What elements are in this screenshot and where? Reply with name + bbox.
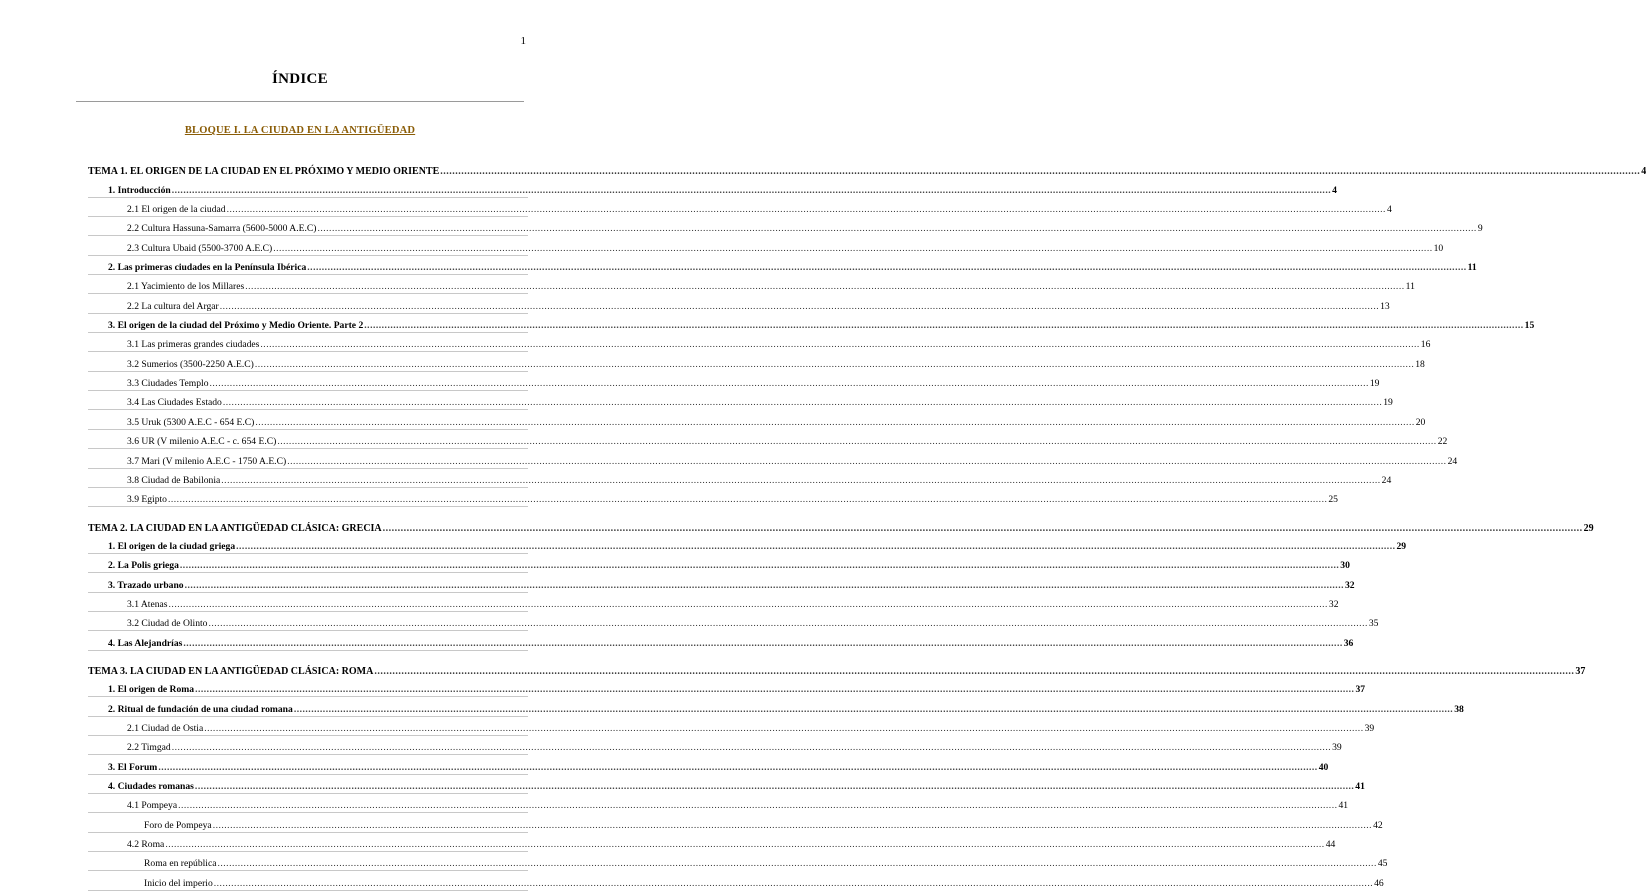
toc-leader-dots: ................................................................................................................................................................................................................................................................................................................................................................................................................	[374, 665, 1575, 677]
toc-entry-label: 3.5 Uruk (5300 A.E.C - 654 E.C)	[127, 416, 255, 428]
toc-entry-page: 4	[1641, 166, 1646, 178]
toc-leader-dots: ................................................................................................................................................................................................................................................................................................................................................................................................................	[184, 579, 1344, 591]
toc-leader-dots: ................................................................................................................................................................................................................................................................................................................................................................................................................	[277, 436, 1437, 448]
toc-entry-page: 24	[1381, 474, 1392, 486]
page-title: ÍNDICE	[272, 71, 328, 87]
toc-leader-dots: ................................................................................................................................................................................................................................................................................................................................................................................................................	[440, 166, 1641, 178]
toc-leader-dots: ................................................................................................................................................................................................................................................................................................................................................................................................................	[212, 819, 1373, 831]
toc-entry[interactable]	[88, 813, 1383, 832]
toc-entry-label: 3.2 Sumerios (3500-2250 A.E.C)	[127, 358, 254, 370]
toc-leader-dots: ................................................................................................................................................................................................................................................................................................................................................................................................................	[221, 474, 1381, 486]
toc-entry-page: 32	[1344, 579, 1355, 591]
toc-entry-page: 37	[1575, 665, 1586, 677]
toc-leader-dots: ................................................................................................................................................................................................................................................................................................................................................................................................................	[178, 800, 1338, 812]
toc-entry-label: 3. El origen de la ciudad del Próximo y Medio Oriente. Parte 2	[108, 320, 364, 332]
toc-entry[interactable]	[88, 256, 1477, 275]
toc-entry-page: 41	[1355, 781, 1365, 792]
title-divider	[76, 101, 524, 102]
toc-leader-dots: ................................................................................................................................................................................................................................................................................................................................................................................................................	[226, 204, 1386, 216]
toc-leader-dots: ................................................................................................................................................................................................................................................................................................................................................................................................................	[317, 223, 1477, 235]
toc-entry[interactable]	[88, 833, 1336, 852]
toc-entry[interactable]	[88, 275, 1415, 294]
toc-entry[interactable]	[88, 198, 1392, 217]
toc-entry-label: 2.1 El origen de la ciudad	[127, 204, 226, 216]
toc-leader-dots: ................................................................................................................................................................................................................................................................................................................................................................................................................	[183, 637, 1343, 649]
toc-entry[interactable]	[88, 294, 1390, 313]
toc-entry-label: 1. El origen de Roma	[108, 684, 195, 696]
toc-entry[interactable]	[88, 697, 1464, 716]
toc-entry-page: 20	[1415, 416, 1426, 428]
toc-leader-dots: ................................................................................................................................................................................................................................................................................................................................................................................................................	[208, 618, 1368, 630]
toc-entry-page: 35	[1368, 618, 1379, 630]
toc-leader-dots: ................................................................................................................................................................................................................................................................................................................................................................................................................	[195, 684, 1355, 696]
toc-entry-label: 4. Ciudades romanas	[108, 781, 194, 792]
toc-entry-page: 19	[1369, 378, 1380, 390]
toc-entry-label: 4. Las Alejandrías	[108, 637, 183, 649]
toc-entry[interactable]	[88, 736, 1342, 755]
toc-entry-label: Inicio del imperio	[144, 877, 213, 889]
toc-leader-dots: ................................................................................................................................................................................................................................................................................................................................................................................................................	[219, 300, 1380, 312]
toc-leader-dots: ................................................................................................................................................................................................................................................................................................................................................................................................................	[255, 416, 1415, 428]
toc-entry[interactable]	[88, 573, 1355, 592]
toc-leader-dots: ................................................................................................................................................................................................................................................................................................................................................................................................................	[209, 378, 1369, 390]
toc-entry-label: 3.1 Las primeras grandes ciudades	[127, 339, 260, 351]
toc-leader-dots: ................................................................................................................................................................................................................................................................................................................................................................................................................	[273, 242, 1433, 254]
toc-entry-page: 41	[1338, 800, 1349, 812]
toc-entry-page: 39	[1332, 742, 1342, 754]
toc-entry-label: 3.4 Las Ciudades Estado	[127, 397, 222, 409]
toc-entry-label: 1. Introducción	[108, 184, 171, 196]
toc-entry[interactable]	[88, 852, 1388, 871]
toc-entry-label: 3. Trazado urbano	[108, 579, 184, 591]
toc-entry-label: Roma en república	[144, 858, 217, 870]
toc-entry-label: 3.1 Atenas	[127, 598, 168, 610]
toc-leader-dots: ................................................................................................................................................................................................................................................................................................................................................................................................................	[254, 358, 1415, 370]
section-gap	[88, 507, 528, 516]
toc-leader-dots: ................................................................................................................................................................................................................................................................................................................................................................................................................	[236, 540, 1396, 552]
toc-entry-label: 3.8 Ciudad de Babilonia	[127, 474, 221, 486]
toc-entry-page: 36	[1343, 637, 1354, 649]
toc-entry-page: 11	[1467, 262, 1477, 274]
toc-entry[interactable]	[88, 488, 1338, 507]
toc-entry-page: 4	[1332, 184, 1337, 196]
toc-entry-label: 4.1 Pompeya	[127, 800, 178, 812]
toc-entry-page: 32	[1328, 598, 1339, 610]
toc-entry[interactable]	[88, 535, 1407, 554]
toc-leader-dots: ................................................................................................................................................................................................................................................................................................................................................................................................................	[293, 703, 1454, 715]
toc-leader-dots: ................................................................................................................................................................................................................................................................................................................................................................................................................	[204, 722, 1364, 734]
toc-entry-label: 2.2 Cultura Hassuna-Samarra (5600-5000 A.E.C)	[127, 223, 317, 235]
toc-entry[interactable]	[88, 775, 1365, 794]
toc-entry-label: 4.2 Roma	[127, 839, 165, 851]
toc-entry-label: 2. La Polis griega	[108, 560, 179, 572]
toc-entry[interactable]	[88, 871, 1384, 890]
toc-entry-page: 22	[1437, 436, 1448, 448]
toc-entry-label: 2.2 La cultura del Argar	[127, 300, 219, 312]
toc-entry-label: TEMA 3. LA CIUDAD EN LA ANTIGÜEDAD CLÁSICA: ROMA	[88, 665, 374, 677]
table-of-contents	[88, 160, 1646, 891]
toc-entry-page: 29	[1396, 540, 1407, 552]
toc-leader-dots: ................................................................................................................................................................................................................................................................................................................................................................................................................	[194, 781, 1355, 792]
toc-entry-page: 42	[1373, 819, 1383, 831]
toc-leader-dots: ................................................................................................................................................................................................................................................................................................................................................................................................................	[382, 522, 1583, 534]
toc-entry[interactable]	[88, 410, 1426, 429]
toc-entry[interactable]	[88, 430, 1448, 449]
toc-leader-dots: ................................................................................................................................................................................................................................................................................................................................................................................................................	[167, 494, 1328, 506]
toc-chapter-entry[interactable]	[88, 160, 1646, 178]
toc-entry[interactable]	[88, 178, 1337, 197]
toc-entry[interactable]	[88, 391, 1393, 410]
toc-entry-page: 9	[1477, 223, 1483, 235]
toc-entry-label: 2. Las primeras ciudades en la Península Ibérica	[108, 262, 307, 274]
toc-entry-page: 39	[1364, 722, 1375, 734]
toc-entry-label: Foro de Pompeya	[144, 819, 212, 831]
toc-entry[interactable]	[88, 314, 1535, 333]
toc-entry-page: 13	[1380, 300, 1390, 312]
page-number: 1	[520, 35, 526, 47]
toc-leader-dots: ................................................................................................................................................................................................................................................................................................................................................................................................................	[222, 397, 1383, 409]
toc-leader-dots: ................................................................................................................................................................................................................................................................................................................................................................................................................	[171, 742, 1332, 754]
toc-entry-label: 1. El origen de la ciudad griega	[108, 540, 236, 552]
toc-leader-dots: ................................................................................................................................................................................................................................................................................................................................................................................................................	[260, 339, 1420, 351]
toc-entry-label: 2. Ritual de fundación de una ciudad romana	[108, 703, 293, 715]
toc-entry[interactable]	[88, 333, 1431, 352]
toc-leader-dots: ................................................................................................................................................................................................................................................................................................................................................................................................................	[168, 598, 1328, 610]
toc-leader-dots: ................................................................................................................................................................................................................................................................................................................................................................................................................	[217, 858, 1377, 870]
toc-entry-page: 4	[1386, 204, 1392, 216]
toc-entry-label: TEMA 2. LA CIUDAD EN LA ANTIGÜEDAD CLÁSICA: GRECIA	[88, 522, 382, 534]
toc-chapter-entry[interactable]	[88, 660, 1586, 678]
toc-entry-page: 10	[1433, 242, 1444, 254]
toc-chapter-entry[interactable]	[88, 516, 1594, 534]
toc-leader-dots: ................................................................................................................................................................................................................................................................................................................................................................................................................	[245, 281, 1405, 293]
toc-entry[interactable]	[88, 593, 1339, 612]
toc-entry[interactable]	[88, 236, 1444, 255]
toc-entry-page: 29	[1583, 522, 1594, 534]
section-gap	[88, 651, 528, 660]
toc-entry-label: 3.2 Ciudad de Olinto	[127, 618, 208, 630]
toc-entry-page: 16	[1420, 339, 1431, 351]
toc-entry-page: 44	[1325, 839, 1336, 851]
toc-entry-label: 2.1 Yacimiento de los Millares	[127, 281, 245, 293]
toc-entry-page: 46	[1374, 877, 1384, 889]
toc-entry[interactable]	[88, 352, 1425, 371]
toc-leader-dots: ................................................................................................................................................................................................................................................................................................................................................................................................................	[213, 877, 1374, 889]
toc-entry-page: 24	[1447, 455, 1458, 467]
toc-entry[interactable]	[88, 631, 1354, 650]
toc-entry[interactable]	[88, 612, 1379, 631]
toc-entry[interactable]	[88, 755, 1329, 774]
toc-entry-label: 3.6 UR (V milenio A.E.C - c. 654 E.C)	[127, 436, 277, 448]
toc-leader-dots: ................................................................................................................................................................................................................................................................................................................................................................................................................	[179, 560, 1340, 572]
toc-entry[interactable]	[88, 554, 1350, 573]
toc-entry-label: 3. El Forum	[108, 761, 158, 773]
toc-leader-dots: ................................................................................................................................................................................................................................................................................................................................................................................................................	[287, 455, 1447, 467]
toc-entry[interactable]	[88, 449, 1458, 468]
toc-entry-page: 25	[1328, 494, 1338, 506]
toc-entry-page: 30	[1340, 560, 1350, 572]
toc-leader-dots: ................................................................................................................................................................................................................................................................................................................................................................................................................	[165, 839, 1325, 851]
toc-leader-dots: ................................................................................................................................................................................................................................................................................................................................................................................................................	[364, 320, 1524, 332]
toc-leader-dots: ................................................................................................................................................................................................................................................................................................................................................................................................................	[171, 184, 1332, 196]
block-title: BLOQUE I. LA CIUDAD EN LA ANTIGÜEDAD	[184, 125, 416, 136]
toc-entry-page: 37	[1355, 684, 1366, 696]
toc-entry-page: 38	[1454, 703, 1464, 715]
toc-entry-label: 2.2 Timgad	[127, 742, 171, 754]
toc-entry-page: 45	[1377, 858, 1388, 870]
toc-entry-label: 2.1 Ciudad de Ostia	[127, 722, 204, 734]
toc-entry[interactable]	[88, 469, 1392, 488]
toc-entry-page: 15	[1524, 320, 1535, 332]
toc-entry[interactable]	[88, 794, 1349, 813]
toc-entry[interactable]	[88, 678, 1366, 697]
toc-entry[interactable]	[88, 217, 1483, 236]
toc-leader-dots: ................................................................................................................................................................................................................................................................................................................................................................................................................	[158, 761, 1318, 773]
toc-leader-dots: ................................................................................................................................................................................................................................................................................................................................................................................................................	[307, 262, 1467, 274]
toc-entry[interactable]	[88, 372, 1380, 391]
toc-entry-page: 11	[1405, 281, 1415, 293]
toc-entry-page: 18	[1415, 358, 1425, 370]
toc-entry-label: 3.9 Egipto	[127, 494, 167, 506]
toc-entry-page: 19	[1383, 397, 1393, 409]
toc-entry[interactable]	[88, 717, 1375, 736]
toc-entry-page: 40	[1318, 761, 1329, 773]
toc-entry-label: 2.3 Cultura Ubaid (5500-3700 A.E.C)	[127, 242, 273, 254]
toc-entry-label: TEMA 1. EL ORIGEN DE LA CIUDAD EN EL PRÓXIMO Y MEDIO ORIENTE	[88, 166, 440, 178]
toc-entry-label: 3.7 Mari (V milenio A.E.C - 1750 A.E.C)	[127, 455, 287, 467]
toc-entry-label: 3.3 Ciudades Templo	[127, 378, 209, 390]
